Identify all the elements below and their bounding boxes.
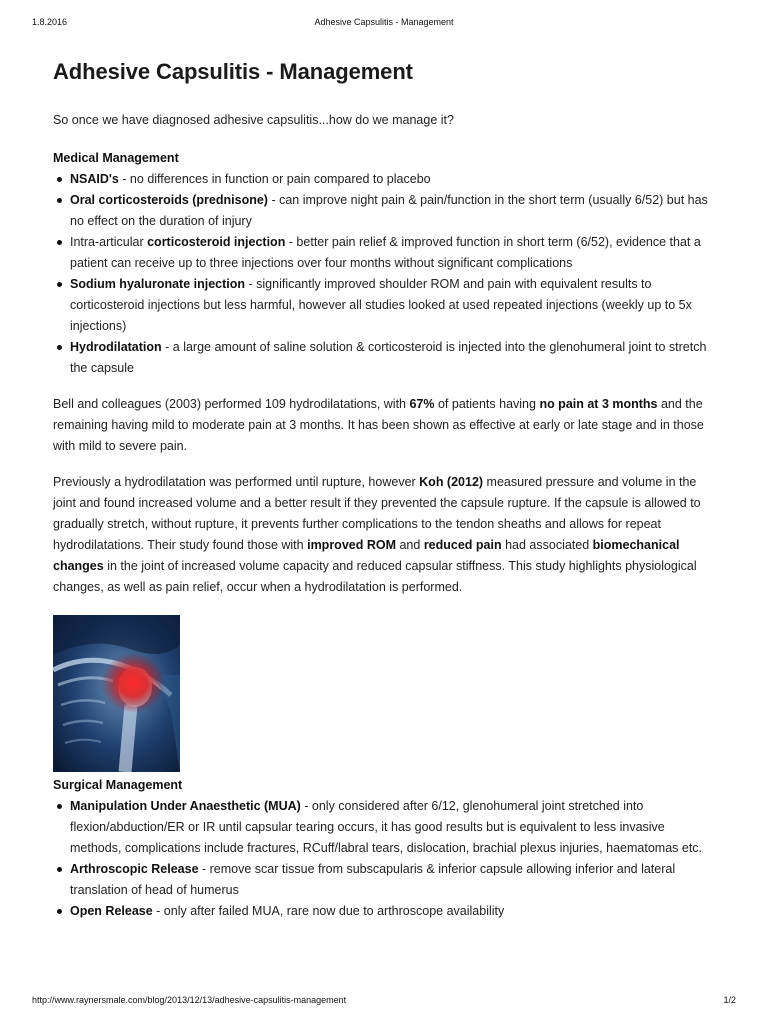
list-item: Hydrodilatation - a large amount of saline solution & corticosteroid is injected into the glenohumeral joint to stretch the capsule xyxy=(70,337,718,379)
surgical-management-list xyxy=(53,796,718,922)
article xyxy=(53,58,718,922)
page-number: 1/2 xyxy=(723,995,736,1005)
medical-management-list xyxy=(53,169,718,379)
medical-management-heading: Medical Management xyxy=(53,151,179,165)
list-item: Intra-articular corticosteroid injection - better pain relief & improved function in short term (6/52), evidence that a patient can receive up to three injections over four months without significant complications xyxy=(70,232,718,274)
print-footer xyxy=(32,995,736,1007)
article-title: Adhesive Capsulitis - Management xyxy=(53,59,413,84)
surgical-management-heading: Surgical Management xyxy=(53,778,183,792)
print-header xyxy=(32,17,736,29)
list-item: Oral corticosteroids (prednisone) - can improve night pain & pain/function in the short term (usually 6/52) but has no effect on the duration of injury xyxy=(70,190,718,232)
list-item: Arthroscopic Release - remove scar tissue from subscapularis & inferior capsule allowing inferior and lateral translation of head of humerus xyxy=(70,859,718,901)
hydrodilatation-results-paragraph: Bell and colleagues (2003) performed 109 hydrodilatations, with 67% of patients having no pain at 3 months and the remaining having mild to moderate pain at 3 months. It has been shown as effective at early or late stage and in those with mild to severe pain. xyxy=(53,397,704,453)
list-item: Sodium hyaluronate injection - significantly improved shoulder ROM and pain with equivalent results to corticosteroid injections but less harmful, however all studies looked at used repeated injections (weekly up to 5x injections) xyxy=(70,274,718,337)
print-page-title: Adhesive Capsulitis - Management xyxy=(314,17,454,27)
list-item: Manipulation Under Anaesthetic (MUA) - only considered after 6/12, glenohumeral joint stretched into flexion/abduction/ER or IR until capsular tearing occurs, it has good results but is equivalent to less invasive methods, complications include fractures, RCuff/labral tears, dislocation, brachial plexus injuries, haematomas etc. xyxy=(70,796,718,859)
intro-paragraph: So once we have diagnosed adhesive capsulitis...how do we manage it? xyxy=(53,113,454,127)
koh-study-paragraph: Previously a hydrodilatation was performed until rupture, however Koh (2012) measured pressure and volume in the joint and found increased volume and a better result if they prevented the capsule rupture. If the capsule is allowed to gradually stretch, without rupture, it prevents further complications to the tendon sheaths and allows for repeat hydrodilatations. Their study found those with improved ROM and reduced pain had associated biomechanical changes in the joint of increased volume capacity and reduced capsular stiffness. This study highlights physiological changes, as well as pain relief, occur when a hydrodilatation is performed. xyxy=(53,475,701,594)
print-date: 1.8.2016 xyxy=(32,17,68,27)
list-item: Open Release - only after failed MUA, rare now due to arthroscope availability xyxy=(70,901,718,922)
shoulder-xray-image xyxy=(53,615,180,772)
list-item: NSAID's - no differences in function or pain compared to placebo xyxy=(70,169,718,190)
source-url: http://www.raynersmale.com/blog/2013/12/13/adhesive-capsulitis-management xyxy=(32,995,347,1005)
